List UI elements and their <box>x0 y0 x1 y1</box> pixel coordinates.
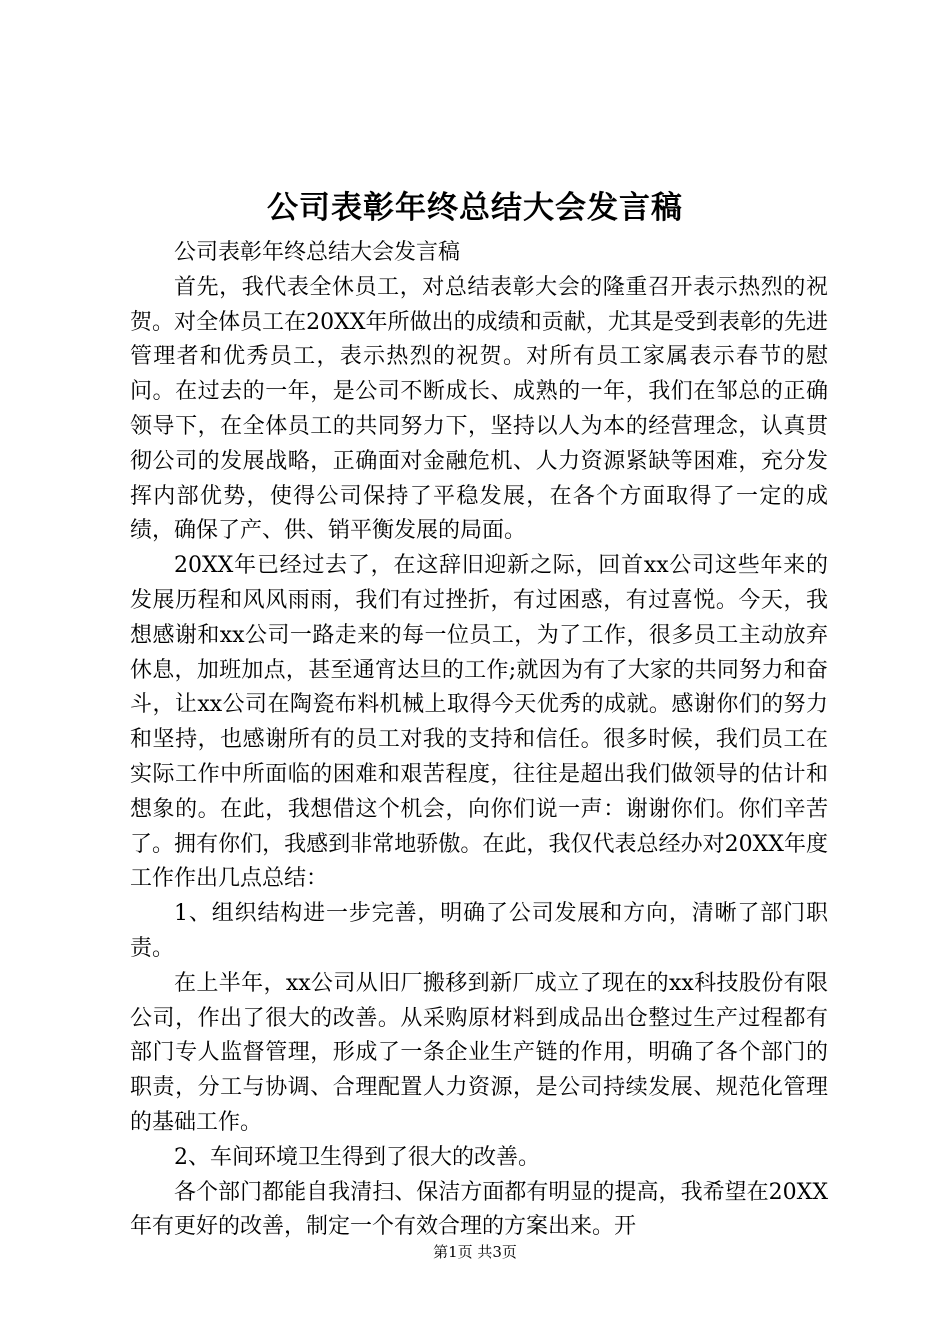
paragraph-point-2-detail: 各个部门都能自我清扫、保洁方面都有明显的提高，我希望在20XX年有更好的改善，制定一个有效合理的方案出来。开 <box>130 1179 828 1240</box>
paragraph-point-1-heading: 1、组织结构进一步完善，明确了公司发展和方向，清晰了部门职责。 <box>130 901 828 961</box>
page-number: 第1页 共3页 <box>433 1243 517 1261</box>
paragraph-review: 20XX年已经过去了，在这辞旧迎新之际，回首xx公司这些年来的发展历程和风风雨雨，我们有过挫折，有过困惑，有过喜悦。今天，我想感谢和xx公司一路走来的每一位员工，为了工作，很多员工主动放弃休息，加班加点，甚至通宵达旦的工作;就因为有了大家的共同努力和奋斗，让xx公司在陶瓷布料机械上取得今天优秀的成就。感谢你们的努力和坚持，也感谢所有的员工对我的支持和信任。很多时候，我们员工在实际工作中所面临的困难和艰苦程度，往往是超出我们做领导的估计和想象的。在此，我想借这个机会，向你们说一声：谢谢你们。你们辛苦了。拥有你们，我感到非常地骄傲。在此，我仅代表总经办对20XX年度工作作出几点总结： <box>130 553 828 892</box>
paragraph-point-2-heading: 2、车间环境卫生得到了很大的改善。 <box>174 1144 540 1170</box>
document-title: 公司表彰年终总结大会发言稿 <box>267 190 683 226</box>
paragraph-opening: 首先，我代表全休员工，对总结表彰大会的隆重召开表示热烈的祝贺。对全体员工在20XX年所做出的成绩和贡献，尤其是受到表彰的先进管理者和优秀员工，表示热烈的祝贺。对所有员工家属表示春节的慰问。在过去的一年，是公司不断成长、成熟的一年，我们在邹总的正确领导下，在全体员工的共同努力下，坚持以人为本的经营理念，认真贯彻公司的发展战略，正确面对金融危机、人力资源紧缺等困难，充分发挥内部优势，使得公司保持了平稳发展，在各个方面取得了一定的成绩，确保了产、供、销平衡发展的局面。 <box>130 274 828 544</box>
paragraph-subtitle: 公司表彰年终总结大会发言稿 <box>174 240 461 265</box>
paragraph-point-1-detail: 在上半年，xx公司从旧厂搬移到新厂成立了现在的xx科技股份有限公司，作出了很大的改善。从采购原材料到成品出仓整过生产过程都有部门专人监督管理，形成了一条企业生产链的作用，明确了各个部门的职责，分工与协调、合理配置人力资源，是公司持续发展、规范化管理的基础工作。 <box>130 970 828 1135</box>
document-body <box>130 236 828 1245</box>
